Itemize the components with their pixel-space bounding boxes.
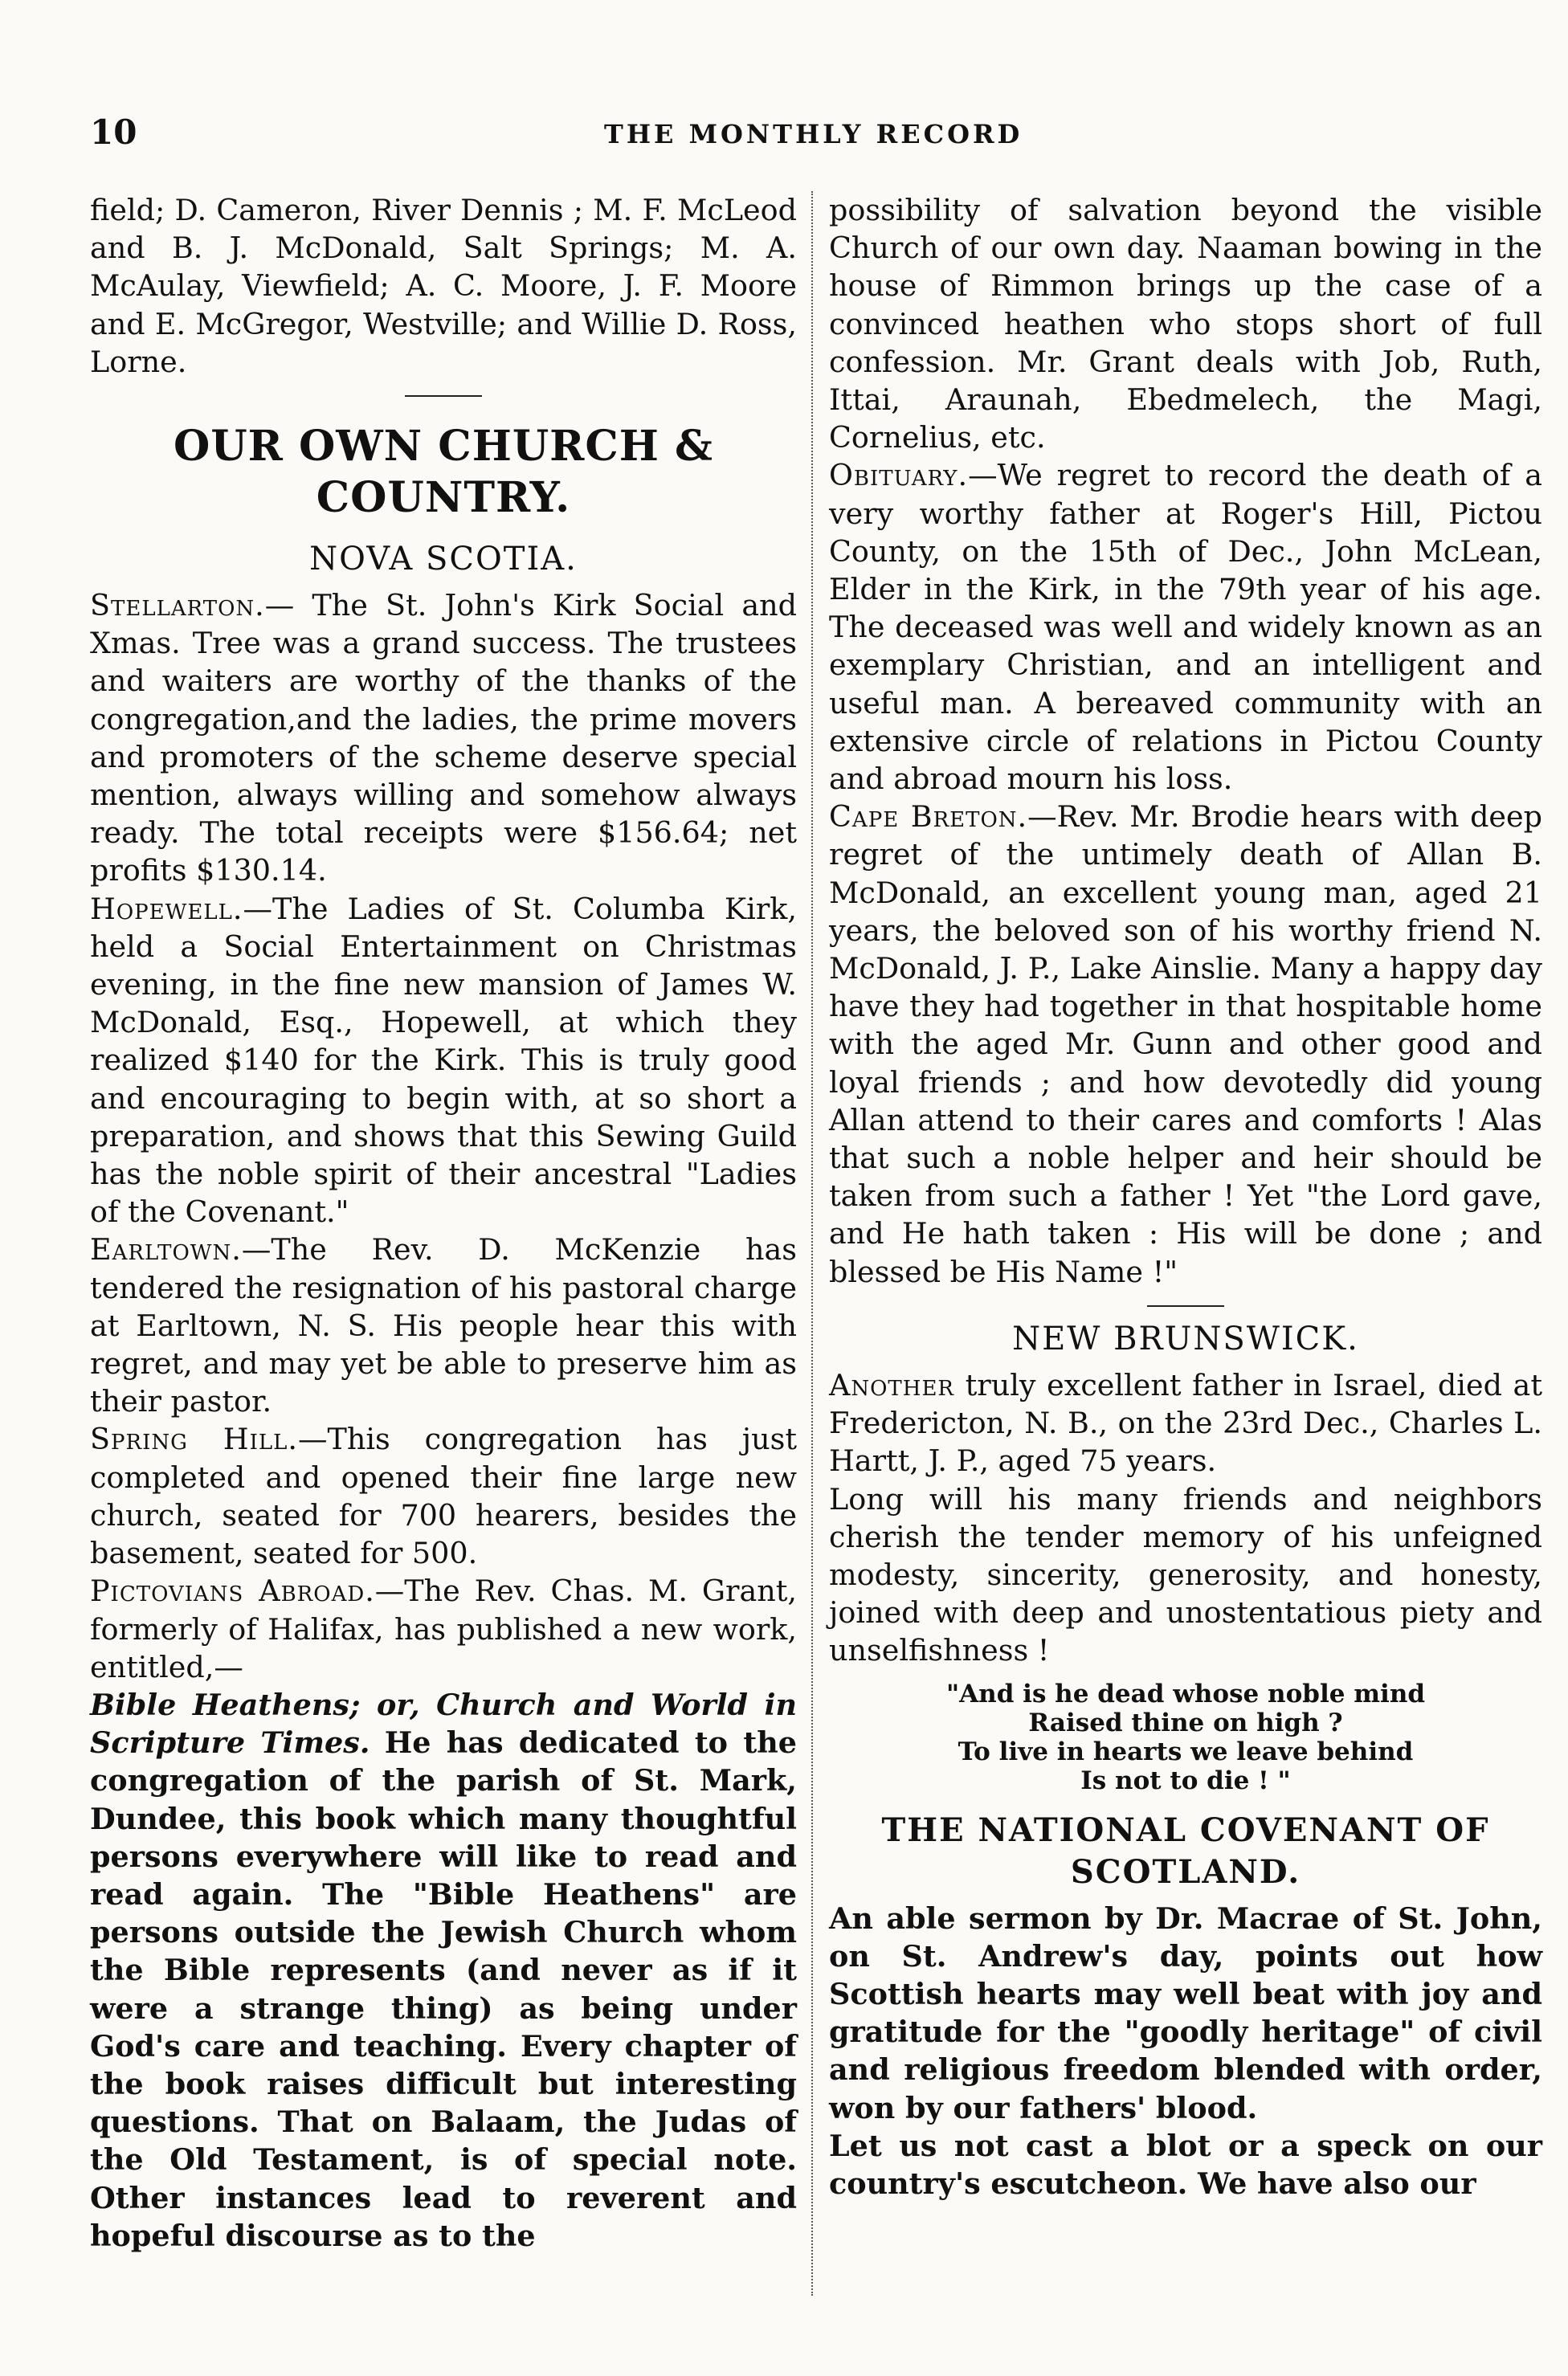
region-heading-new-brunswick: NEW BRUNSWICK. <box>1012 1320 1359 1357</box>
stellarton-text: — The St. John's Kirk Social and Xmas. Tree was a grand success. The trustees and waiters are worthy of the thanks of the congregation,and the ladies, the prime movers and promoters of the scheme deserve special mention, always willing and somehow always ready. The total receipts were $156.64; net profits $130.14. <box>90 588 797 888</box>
poem <box>829 1680 1542 1795</box>
running-title: THE MONTHLY RECORD <box>604 119 1023 149</box>
obituary-heading: Obituary. <box>829 458 969 493</box>
nb-text: truly excellent father in Israel, died at Fredericton, N. B., on the 23rd Dec., Charles L. Hartt, J. P., aged 75 years. <box>829 1367 1542 1479</box>
intro-paragraph: field; D. Cameron, River Dennis ; M. F. McLeod and B. J. McDonald, Salt Springs; M. A. McAulay, Viewfield; A. C. Moore, J. F. Moore and E. McGregor, Westville; and Willie D. Ross, Lorne. <box>90 193 797 379</box>
earltown-heading: Earltown. <box>90 1232 242 1268</box>
poem-line: To live in hearts we leave behind <box>958 1737 1414 1766</box>
obituary-text: —We regret to record the death of a very worthy father at Roger's Hill, Pictou County, on the 15th of Dec., John McLean, Elder in the Kirk, in the 79th year of his age. The deceased was well and widely known as an exemplary Christian, and an intelligent and useful man. A bereaved community with an extensive circle of relations in Pictou County and abroad mourn his loss. <box>829 458 1542 797</box>
springhill-heading: Spring Hill. <box>90 1422 299 1457</box>
stellarton-heading: Stellarton. <box>90 588 265 623</box>
capebreton-paragraph <box>829 798 1542 1291</box>
hopewell-paragraph <box>90 890 797 1231</box>
divider <box>1147 1305 1224 1307</box>
covenant-paragraph-2: Let us not cast a blot or a speck on our country's escutcheon. We have also our <box>829 2128 1542 2201</box>
pictovians-paragraph <box>90 1572 797 1686</box>
left-column <box>90 191 797 2255</box>
continued-paragraph: possibility of salvation beyond the visible Church of our own day. Naaman bowing in the house of Rimmon brings up the case of a convinced heathen who stops short of full confession. Mr. Grant deals with Job, Ruth, Ittai, Araunah, Ebedmelech, the Magi, Cornelius, etc. <box>829 193 1542 455</box>
pictovians-heading: Pictovians Abroad. <box>90 1574 375 1609</box>
nb-paragraph-2: Long will his many friends and neighbors cherish the tender memory of his unfeigned modesty, sincerity, generosity, and honesty, joined with deep and unostentatious piety and unselfishness ! <box>829 1481 1542 1668</box>
covenant-heading: THE NATIONAL COVENANT OF SCOTLAND. <box>881 1811 1490 1891</box>
column-divider <box>811 191 815 2296</box>
capebreton-heading: Cape Breton. <box>829 799 1028 835</box>
book-paragraph <box>90 1686 797 2255</box>
page-number: 10 <box>90 112 137 152</box>
hopewell-heading: Hopewell. <box>90 891 243 926</box>
poem-line: "And is he dead whose noble mind <box>945 1679 1426 1709</box>
divider <box>405 395 482 397</box>
nb-lead-word: Another <box>829 1367 954 1402</box>
region-heading-nova-scotia: NOVA SCOTIA. <box>309 541 578 578</box>
book-title: Bible Heathens; or, Church and World in Scripture Times. <box>90 1687 797 1761</box>
book-text: He has dedicated to the congregation of the parish of St. Mark, Dundee, this book which many thoughtful persons everywhere will like to read and read again. The "Bible Heathens" are persons outside the Jewish Church whom the Bible represents (and never as if it were a strange thing) as being under God's care and teaching. Every chapter of the book raises difficult but interesting questions. That on Balaam, the Judas of the Old Testament, is of special note. Other instances lead to reverent and hopeful discourse as to the <box>90 1725 797 2253</box>
hopewell-text: —The Ladies of St. Columba Kirk, held a Social Entertainment on Christmas evening, in the fine new mansion of James W. McDonald, Esq., Hopewell, at which they realized $140 for the Kirk. This is truly good and encouraging to begin with, at so short a preparation, and shows that this Sewing Guild has the noble spirit of their ancestral "Ladies of the Covenant." <box>90 891 797 1230</box>
stellarton-paragraph <box>90 586 797 890</box>
earltown-text: —The Rev. D. McKenzie has tendered the resignation of his pastoral charge at Earltown, N. S. His people hear this with regret, and may yet be able to preserve him as their pastor. <box>90 1232 797 1419</box>
obituary-paragraph <box>829 456 1542 798</box>
nb-paragraph <box>829 1366 1542 1480</box>
section-title: OUR OWN CHURCH & COUNTRY. <box>174 422 713 523</box>
text-columns <box>90 191 1542 2296</box>
pictovians-text: —The Rev. Chas. M. Grant, formerly of Halifax, has published a new work, entitled,— <box>90 1574 797 1684</box>
earltown-paragraph <box>90 1231 797 1420</box>
poem-line: Is not to die ! " <box>1080 1766 1291 1795</box>
right-column <box>829 191 1542 2202</box>
capebreton-text: —Rev. Mr. Brodie hears with deep regret of the untimely death of Allan B. McDonald, an excellent young man, aged 21 years, the beloved son of his worthy friend N. McDonald, J. P., Lake Ainslie. Many a happy day have they had together in that hospitable home with the aged Mr. Gunn and other good and loyal friends ; and how devotedly did young Allan attend to their cares and comforts ! Alas that such a noble helper and heir should be taken from such a father ! Yet "the Lord gave, and He hath taken : His will be done ; and blessed be His Name !" <box>829 799 1543 1289</box>
poem-line: Raised thine on high ? <box>1028 1708 1343 1737</box>
springhill-text: —This congregation has just completed and opened their fine large new church, seated for 700 hearers, besides the basement, seated for 500. <box>90 1422 798 1571</box>
covenant-paragraph: An able sermon by Dr. Macrae of St. John, on St. Andrew's day, points out how Scottish hearts may well beat with joy and gratitude for the "goodly heritage" of civil and religious freedom blended with order, won by our fathers' blood. <box>829 1900 1542 2125</box>
page-header <box>90 112 1491 169</box>
springhill-paragraph <box>90 1420 797 1572</box>
